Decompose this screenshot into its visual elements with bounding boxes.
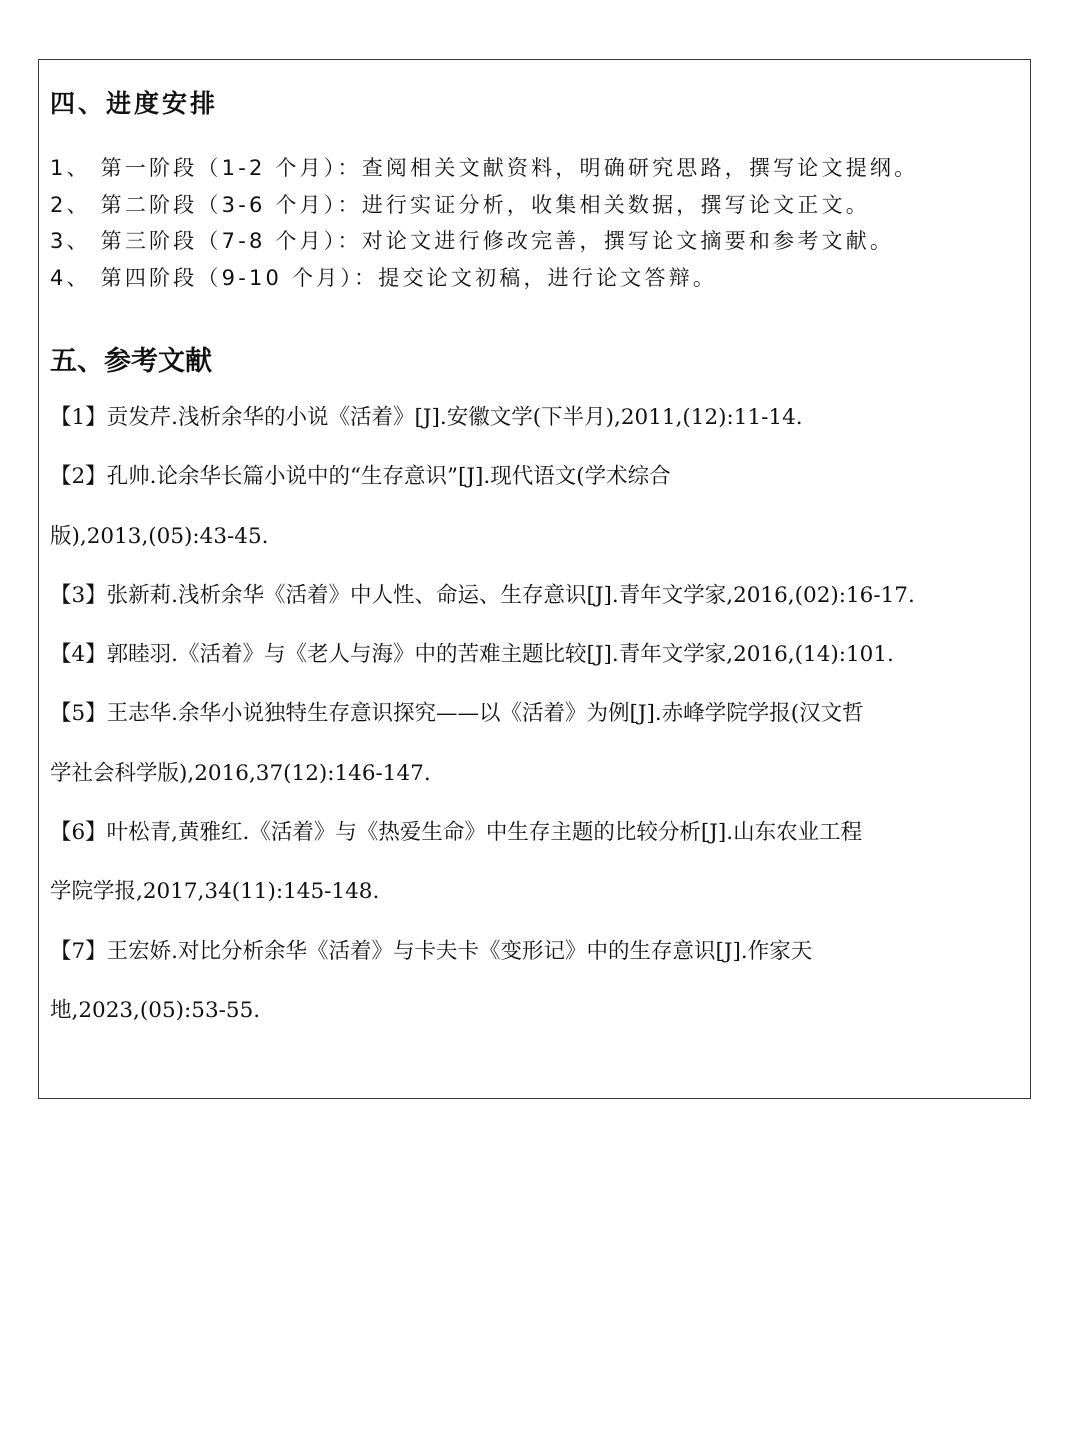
- reference-line: 版),2013,(05):43-45.: [50, 523, 269, 549]
- reference-line: 【2】孔帅.论余华长篇小说中的“生存意识”[J].现代语文(学术综合: [50, 464, 671, 490]
- reference-line: 【7】王宏娇.对比分析余华《活着》与卡夫卡《变形记》中的生存意识[J].作家天: [50, 938, 813, 964]
- schedule-item: 3、 第三阶段（7-8 个月）：对论文进行修改完善，撰写论文摘要和参考文献。: [50, 229, 895, 253]
- reference-list: [50, 396, 1025, 1048]
- schedule-list: [50, 150, 918, 296]
- reference-line: 【1】贡发芹.浅析余华的小说《活着》[J].安徽文学(下半月),2011,(12):11-14.: [50, 405, 803, 430]
- schedule-item: 2、 第二阶段（3-6 个月）：进行实证分析，收集相关数据，撰写论文正文。: [50, 192, 870, 217]
- reference-line: 【3】张新莉.浅析余华《活着》中人性、命运、生存意识[J].青年文学家,2016,(02):16-17.: [50, 582, 915, 608]
- reference-line: 【5】王志华.余华小说独特生存意识探究——以《活着》为例[J].赤峰学院学报(汉文哲: [50, 701, 864, 727]
- reference-line: 【4】郭睦羽.《活着》与《老人与海》中的苦难主题比较[J].青年文学家,2016,(14):101.: [50, 642, 894, 668]
- references-heading: 五、参考文献: [50, 346, 212, 377]
- schedule-item: 4、 第四阶段（9-10 个月）：提交论文初稿，进行论文答辩。: [50, 265, 718, 290]
- reference-line: 学社会科学版),2016,37(12):146-147.: [50, 760, 431, 786]
- reference-line: 学院学报,2017,34(11):145-148.: [50, 879, 380, 905]
- reference-line: 地,2023,(05):53-55.: [50, 997, 261, 1023]
- reference-line: 【6】叶松青,黄雅红.《活着》与《热爱生命》中生存主题的比较分析[J].山东农业工程: [50, 820, 863, 846]
- schedule-item: 1、 第一阶段（1-2 个月）：查阅相关文献资料，明确研究思路，撰写论文提纲。: [50, 156, 919, 180]
- schedule-heading: 四、进度安排: [50, 89, 219, 118]
